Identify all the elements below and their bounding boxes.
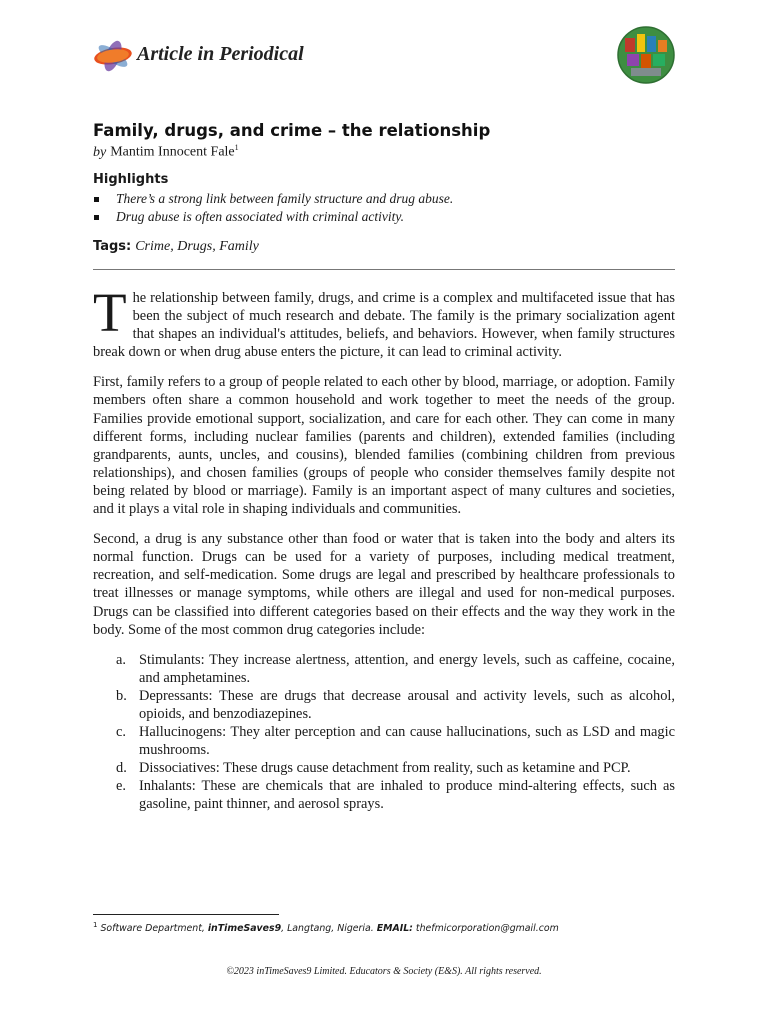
paragraph-family: First, family refers to a group of people related to each other by blood, marriage, or adoption. Family members often share a common household and work together to meet the needs of the group. Families provide emotional support, socialization, and care for each other. They can come in many different forms, including nuclear families (parents and children), extended families (including grandparents, aunts, uncles, and cousins), blended families (combining children from previous relationships), and chosen families (groups of people who consider themselves family despite not being related by blood or marriage). Family is an important aspect of many cultures and societies, and it plays a vital role in shaping individuals and communities. <box>93 374 675 518</box>
paragraph-drug: Second, a drug is any substance other than food or water that is taken into the body and alters its normal function. Drugs can be used for a variety of purposes, including medical treatment, recreation, and self-medication. Some drugs are legal and prescribed by healthcare professionals to treat illnesses or manage symptoms, while others are illegal and used for non-medical purposes. Drugs can be classified into different categories based on their effects and the way they work in the body. Some of the most common drug categories include: <box>93 531 675 638</box>
tags-line <box>93 239 259 255</box>
copyright-notice: ©2023 inTimeSaves9 Limited. Educators & Society (E&S). All rights reserved. <box>226 966 542 977</box>
article-body <box>93 282 675 814</box>
list-item-text: Stimulants: They increase alertness, attention, and energy levels, such as caffeine, cocaine, and amphetamines. <box>139 651 675 686</box>
drop-cap: T <box>93 282 127 343</box>
educators-society-badge-icon <box>617 26 675 84</box>
highlight-item: There’s a strong link between family structure and drug abuse. <box>93 191 675 209</box>
footnote-divider <box>93 914 279 915</box>
list-marker: e. <box>116 778 126 795</box>
footnote <box>93 921 559 934</box>
section-divider <box>93 269 675 270</box>
list-item <box>93 651 675 687</box>
footnote-org: inTimeSaves9 <box>207 923 282 935</box>
list-item-text: Inhalants: These are chemicals that are inhaled to produce mind-altering effects, such as gasoline, paint thinner, and aerosol sprays. <box>139 778 675 813</box>
article-title: Family, drugs, and crime – the relationship <box>93 121 491 140</box>
brand-title: Article in Periodical <box>137 43 304 65</box>
list-marker: a. <box>116 651 126 668</box>
footnote-location: , Langtang, Nigeria. <box>281 923 374 935</box>
list-item-text: Hallucinogens: They alter perception and can cause hallucinations, such as LSD and magic mushrooms. <box>139 724 675 759</box>
paragraph-intro <box>93 282 675 361</box>
list-item <box>93 723 675 759</box>
footnote-email-label: EMAIL: <box>376 923 413 935</box>
highlight-item: Drug abuse is often associated with criminal activity. <box>93 209 675 227</box>
document-page <box>93 0 675 1024</box>
periodical-logo-icon <box>93 38 133 74</box>
footnote-email-link[interactable]: thefmicorporation@gmail.com <box>415 923 559 935</box>
list-marker: c. <box>116 724 126 741</box>
highlights-list <box>93 191 675 227</box>
paragraph-intro-text: he relationship between family, drugs, and crime is a complex and multifaceted issue that has been the subject of much research and debate. The family is the primary socialization agent that shapes an individual's attitudes, beliefs, and behaviors. However, when family structures break down or when drug abuse enters the picture, it can lead to criminal activity. <box>93 290 675 361</box>
author-note-ref[interactable]: 1 <box>234 143 239 152</box>
list-item <box>93 687 675 723</box>
highlights-heading: Highlights <box>93 172 169 187</box>
tags-values: Crime, Drugs, Family <box>135 239 259 254</box>
author-name: Mantim Innocent Fale <box>110 144 235 160</box>
list-item-text: Dissociatives: These drugs cause detachment from reality, such as ketamine and PCP. <box>139 760 631 777</box>
tags-label: Tags: <box>93 239 132 254</box>
list-item-text: Depressants: These are drugs that decrease arousal and activity levels, such as alcohol, opioids, and benzodiazepines. <box>139 687 675 722</box>
byline-prefix: by <box>93 144 107 160</box>
list-item <box>93 759 675 777</box>
list-marker: b. <box>116 687 127 704</box>
byline <box>93 143 239 161</box>
page-header <box>93 34 675 82</box>
list-marker: d. <box>116 760 127 777</box>
footnote-ref: 1 <box>93 921 98 929</box>
footnote-dept: Software Department, <box>100 923 205 935</box>
list-item <box>93 777 675 813</box>
drug-categories-list <box>93 651 675 814</box>
